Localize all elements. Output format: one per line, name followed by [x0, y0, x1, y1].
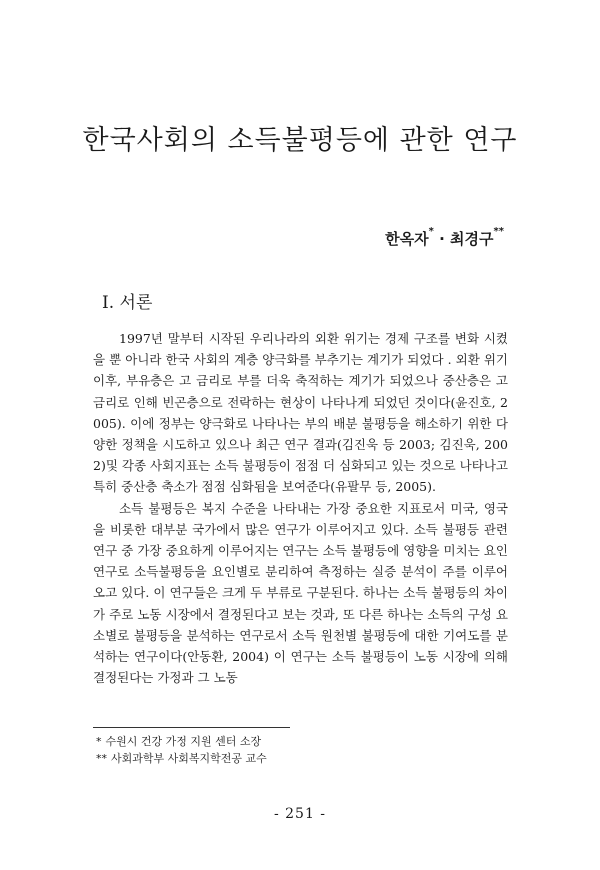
section-heading: I. 서론 [102, 293, 153, 313]
author-line [385, 228, 504, 249]
paragraph: 소득 불평등은 복지 수준을 나타내는 가장 중요한 지표로서 미국, 영국을 비롯한 대부분 국가에서 많은 연구가 이루어지고 있다. 소득 불평등 관련 연구 중 가장 중요하게 이루어지는 연구는 소득 불평등에 영향을 미치는 요인 연구로 소득불평등을 요인별로 분리하여 측정하는 실증 분석이 주를 이루어 오고 있다. 이 연구들은 크게 두 부류로 구분된다. 하나는 소득 불평등의 차이가 주로 노동 시장에서 결정된다고 보는 것과, 또 다른 하나는 소득의 구성 요소별로 불평등을 분석하는 연구로서 소득 원천별 불평등에 대한 기여도를 분석하는 연구이다(안동환, 2004) 이 연구는 소득 불평등이 노동 시장에 의해 결정된다는 가정과 그 노동 [93, 500, 508, 686]
footnote-text: 수원시 건강 가정 지원 센터 소장 [105, 735, 262, 748]
page-number: - 251 - [273, 806, 327, 822]
body-text [93, 328, 508, 688]
footnote-text: 사회과학부 사회복지학전공 교수 [111, 752, 267, 765]
author-name: 한옥자 [385, 230, 429, 248]
author-footnote-mark: ** [493, 226, 504, 237]
footnote-mark: ** [96, 752, 107, 765]
page-title: 한국사회의 소득불평등에 관한 연구 [82, 125, 518, 156]
footnote-mark: * [96, 735, 102, 748]
footnote [96, 733, 267, 750]
footnote-divider [93, 727, 290, 728]
author-name: 최경구 [450, 230, 494, 248]
author-footnote-mark: * [428, 226, 434, 237]
footnotes [96, 733, 267, 767]
footnote [96, 750, 267, 767]
paragraph: 1997년 말부터 시작된 우리나라의 외환 위기는 경제 구조를 변화 시켰을 뿐 아니라 한국 사회의 계층 양극화를 부추기는 계기가 되었다 . 외환 위기 이후, 부유층은 고 금리로 부를 더욱 축적하는 계기가 되었으나 중산층은 고금리로 인해 빈곤층으로 전락하는 현상이 나타나게 되었던 것이다(윤진호, 2005). 이에 정부는 양극화로 나타나는 부의 배분 불평등을 해소하기 위한 다양한 정책을 시도하고 있으나 최근 연구 결과(김진욱 등 2003; 김진욱, 2002)및 각종 사회지표는 소득 불평등이 점점 더 심화되고 있는 것으로 나타나고 특히 중산층 축소가 점점 심화됨을 보여준다(유팔무 등, 2005). [93, 331, 508, 495]
author-separator: · [439, 230, 445, 248]
